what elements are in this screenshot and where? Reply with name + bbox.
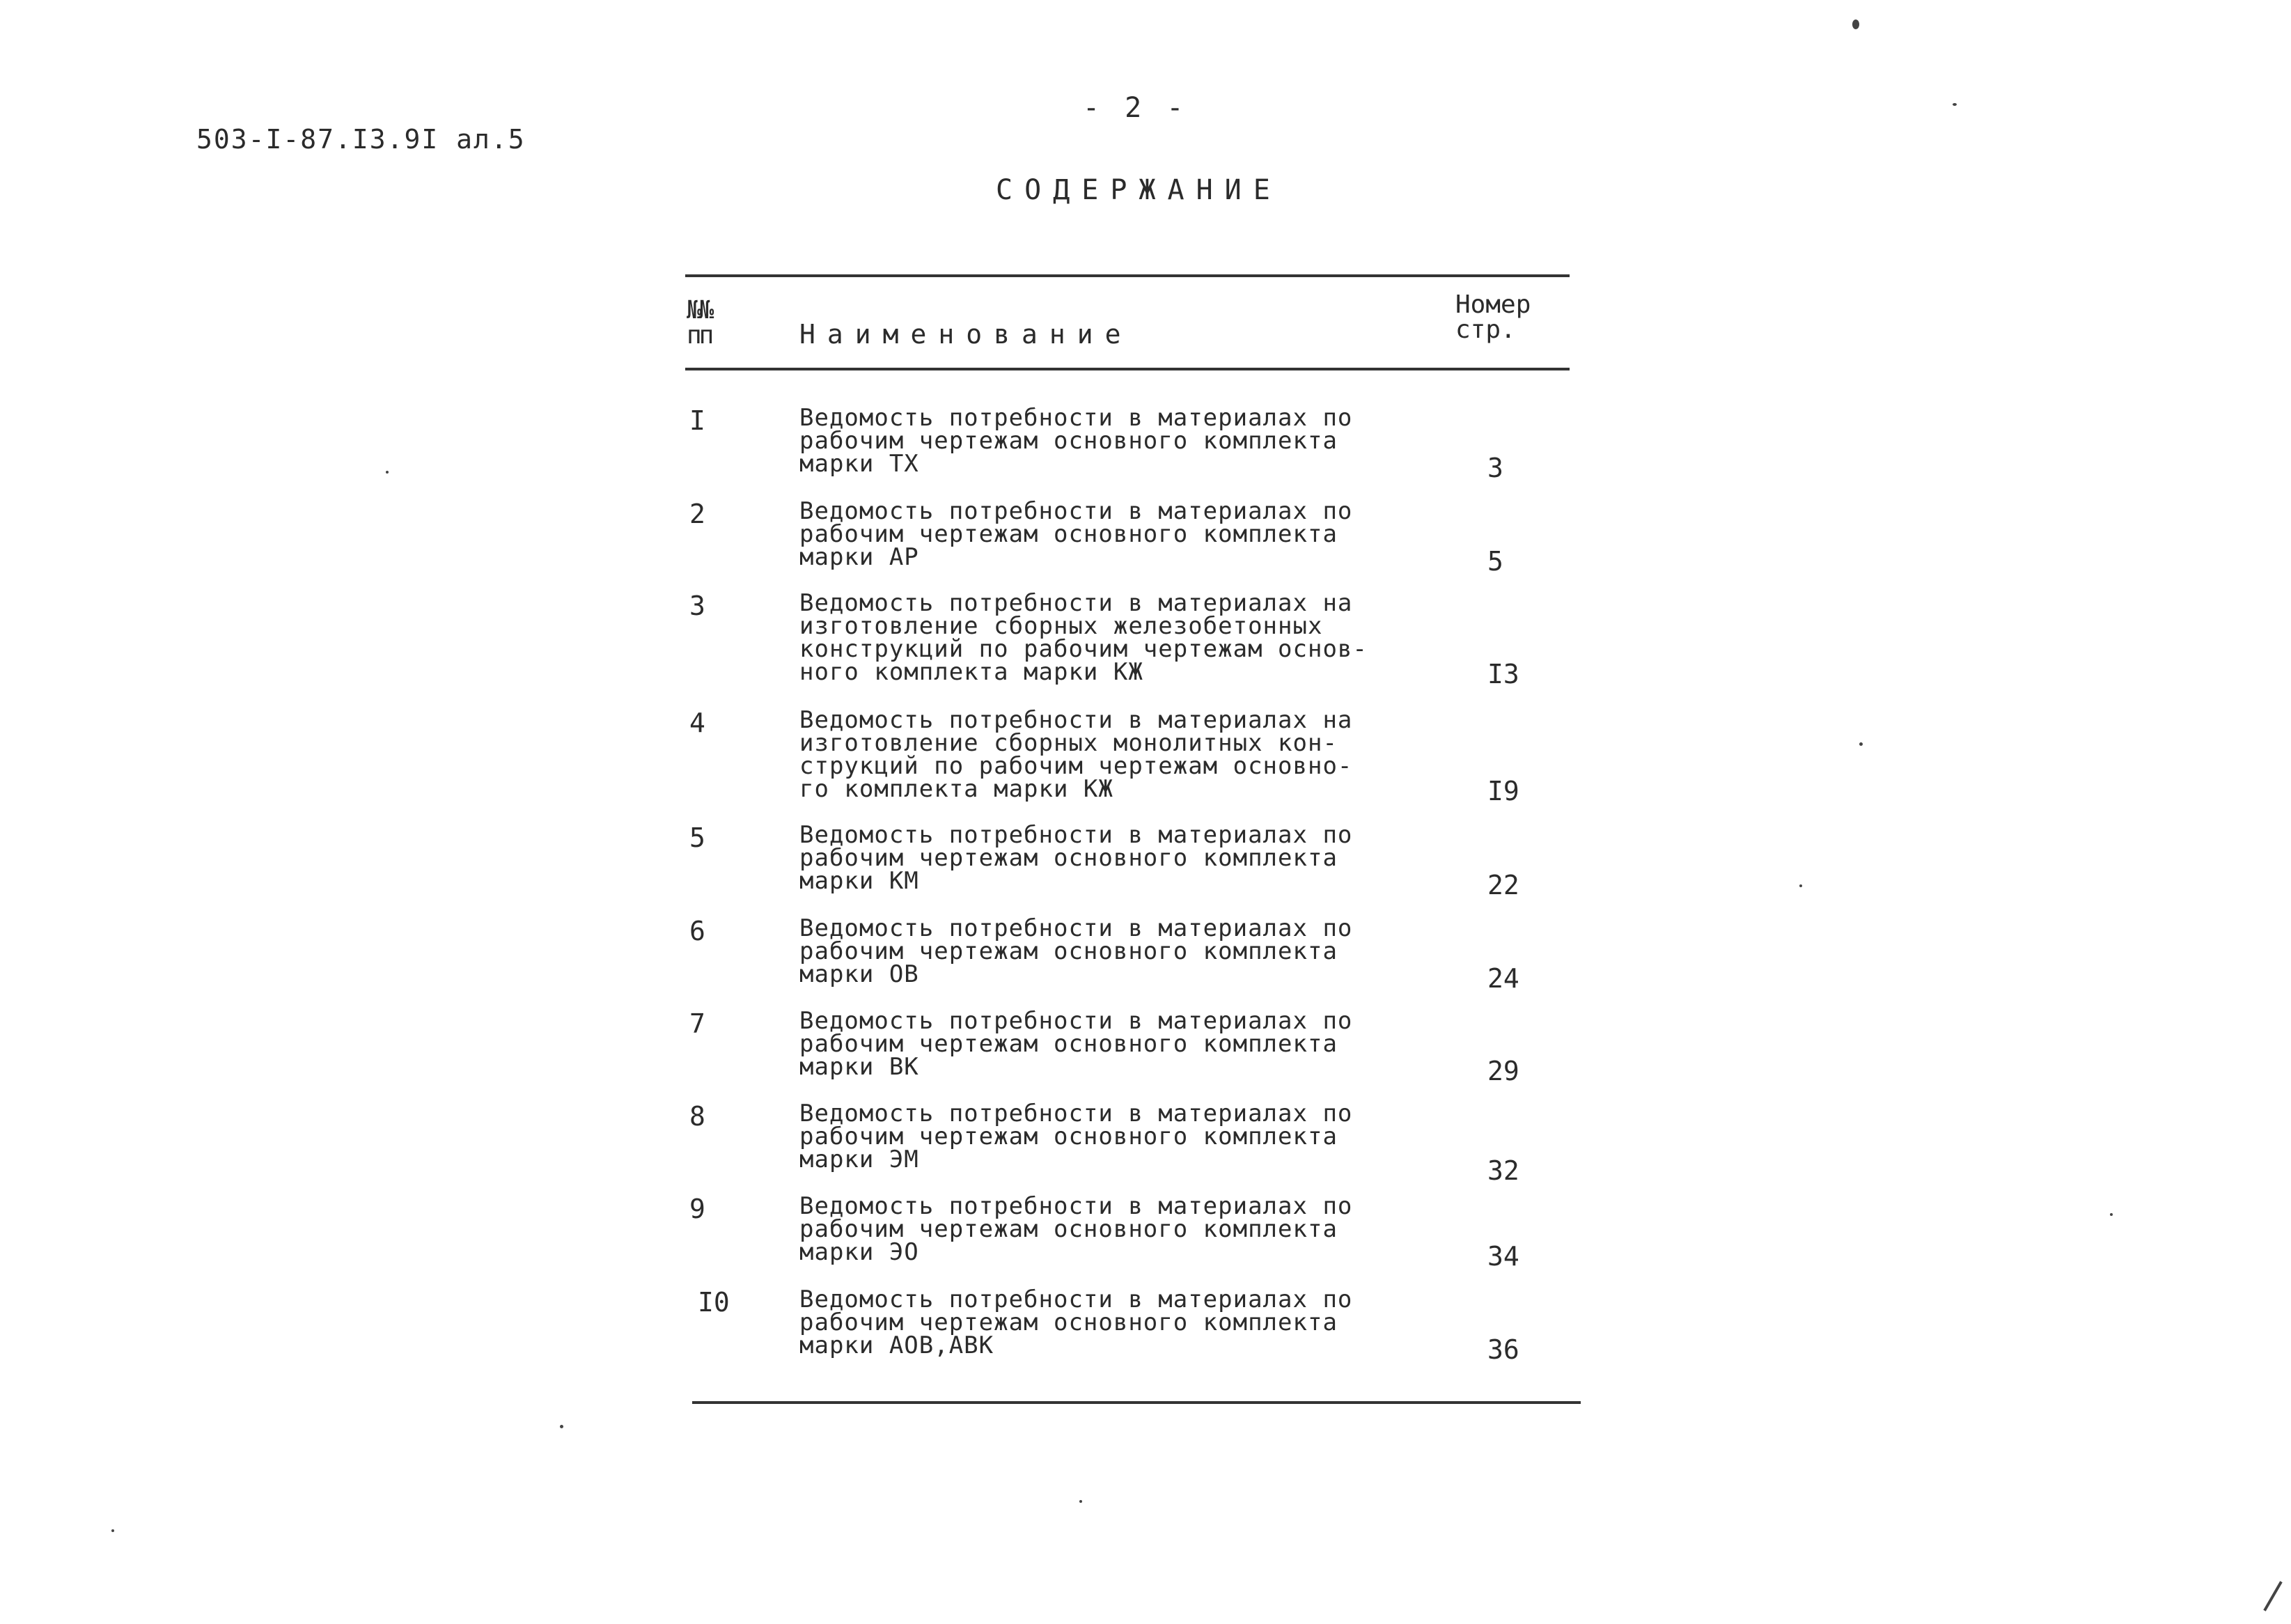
row-number: 3 [689, 591, 705, 621]
row-number: I [689, 405, 705, 436]
table-row [0, 589, 2291, 689]
row-title-line: рабочим чертежам основного комплекта [799, 520, 1338, 548]
row-title-line: изготовление сборных монолитных кон- [799, 729, 1338, 757]
row-title-line: марки ЭМ [799, 1146, 919, 1173]
scan-speck [1799, 884, 1802, 887]
row-title-line: Ведомость потребности в материалах на [799, 706, 1353, 734]
scan-speck [2110, 1213, 2113, 1216]
row-title [799, 1007, 1426, 1081]
row-title-line: марки АОВ,АВК [799, 1332, 994, 1359]
row-page-number: 29 [1487, 1056, 1519, 1086]
row-title-line: конструкций по рабочим чертежам основ- [799, 635, 1368, 663]
scan-speck [560, 1425, 563, 1428]
row-title-line: изготовление сборных железобетонных [799, 612, 1323, 640]
table-row [0, 821, 2291, 907]
row-title-line: Ведомость потребности в материалах по [799, 1192, 1353, 1220]
row-title-line: рабочим чертежам основного комплекта [799, 844, 1338, 872]
header-page-column: Номер стр. [1455, 290, 1531, 344]
row-title [799, 589, 1426, 686]
row-title-line: марки ОВ [799, 960, 919, 988]
row-number: 4 [689, 708, 705, 738]
row-number: I0 [698, 1287, 730, 1318]
header-number-column: №№ пп [687, 296, 712, 350]
row-title-line: рабочим чертежам основного комплекта [799, 427, 1338, 455]
table-top-rule [685, 274, 1570, 277]
row-title-line: Ведомость потребности в материалах по [799, 914, 1353, 942]
row-title [799, 706, 1426, 803]
row-title [799, 1102, 1426, 1171]
row-page-number: 36 [1487, 1334, 1519, 1365]
row-number: 5 [689, 822, 705, 853]
row-title [799, 914, 1426, 988]
table-row [0, 1192, 2291, 1279]
row-title-line: рабочим чертежам основного комплекта [799, 937, 1338, 965]
row-title-line: рабочим чертежам основного комплекта [799, 1215, 1338, 1243]
scan-speck [1852, 19, 1859, 29]
row-page-number: 22 [1487, 870, 1519, 900]
page-title: СОДЕРЖАНИЕ [996, 174, 1282, 206]
scan-speck [1079, 1500, 1082, 1503]
row-title-line: Ведомость потребности в материалах по [799, 497, 1353, 525]
row-page-number: 24 [1487, 963, 1519, 994]
scan-speck [1859, 742, 1863, 746]
row-title-line: рабочим чертежам основного комплекта [799, 1309, 1338, 1336]
table-row [0, 706, 2291, 806]
row-title [799, 1192, 1426, 1266]
table-header-rule [685, 368, 1570, 370]
row-title-line: Ведомость потребности в материалах по [799, 1286, 1353, 1313]
row-title-line: рабочим чертежам основного комплекта [799, 1030, 1338, 1058]
row-title [799, 497, 1426, 571]
row-number: 9 [689, 1194, 705, 1224]
page-number: - 2 - [1083, 92, 1188, 124]
row-title-line: Ведомость потребности в материалах на [799, 589, 1353, 617]
table-row [0, 1288, 2291, 1372]
table-row [0, 1102, 2291, 1186]
header-name-column: Наименование [799, 319, 1133, 350]
row-title-line: марки ТХ [799, 450, 919, 478]
row-title-line: го комплекта марки КЖ [799, 775, 1113, 803]
row-title-line: марки КМ [799, 867, 919, 895]
row-title [799, 404, 1426, 478]
scan-mark [2263, 1581, 2282, 1611]
row-title-line: струкций по рабочим чертежам основно- [799, 752, 1353, 780]
row-page-number: 3 [1487, 453, 1503, 483]
row-title-line: Ведомость потребности в материалах по [799, 821, 1353, 849]
row-number: 8 [689, 1101, 705, 1132]
row-page-number: 5 [1487, 546, 1503, 577]
row-page-number: I9 [1487, 776, 1519, 806]
row-page-number: 32 [1487, 1155, 1519, 1186]
document-code: 503-I-87.I3.9I ал.5 [196, 124, 526, 155]
row-page-number: I3 [1487, 659, 1519, 689]
row-title-line: Ведомость потребности в материалах по [799, 1007, 1353, 1035]
row-title-line: ного комплекта марки КЖ [799, 658, 1143, 686]
table-bottom-rule [692, 1401, 1581, 1404]
row-title-line: Ведомость потребности в материалах по [799, 404, 1353, 432]
row-number: 2 [689, 499, 705, 529]
table-row [0, 497, 2291, 584]
row-title-line: марки АР [799, 543, 919, 571]
scan-speck [386, 471, 389, 474]
row-title [799, 1288, 1426, 1357]
scan-speck [111, 1529, 114, 1532]
row-title-line: марки ЭО [799, 1238, 919, 1266]
row-title-line: Ведомость потребности в материалах по [799, 1100, 1353, 1127]
table-row [0, 914, 2291, 1001]
row-title-line: марки ВК [799, 1053, 919, 1081]
table-row [0, 1007, 2291, 1093]
scan-speck [1953, 103, 1957, 106]
row-page-number: 34 [1487, 1241, 1519, 1272]
row-title [799, 821, 1426, 895]
row-number: 7 [689, 1008, 705, 1039]
table-row [0, 404, 2291, 490]
row-number: 6 [689, 916, 705, 946]
row-title-line: рабочим чертежам основного комплекта [799, 1123, 1338, 1150]
